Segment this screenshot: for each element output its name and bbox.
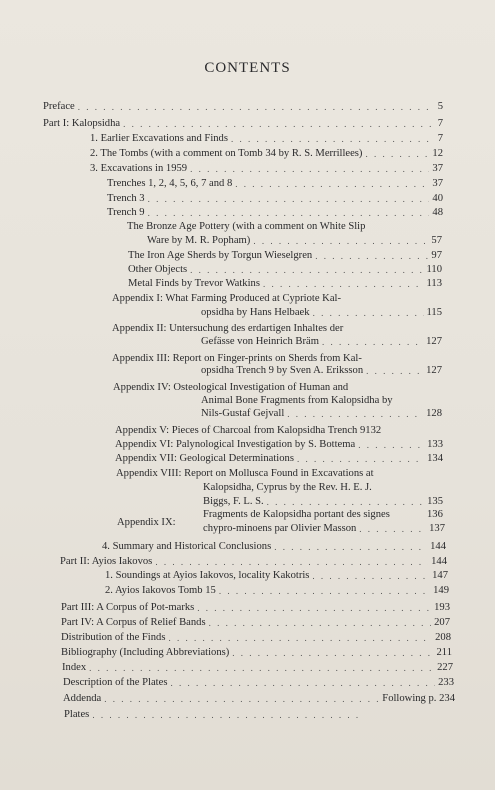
toc-entry (128, 263, 442, 276)
entry-label: Nils-Gustaf Gejvall (201, 408, 285, 419)
dot-leader (235, 178, 429, 190)
entry-page: 147 (432, 570, 448, 581)
entry-label: opsidha Trench 9 by Sven A. Eriksson (201, 365, 364, 376)
entry-label: Part IV: A Corpus of Relief Bands (61, 617, 206, 628)
dot-leader (148, 193, 430, 205)
entry-label: Appendix II: Untersuchung des erdartigen Inhaltes der (112, 323, 344, 334)
entry-page: 57 (431, 235, 442, 246)
toc-entry (61, 631, 451, 644)
entry-page: 7 (437, 118, 443, 129)
entry-label: Plates (64, 709, 90, 720)
dot-leader (358, 439, 424, 451)
entry-page: 40 (432, 193, 443, 204)
entry-page: 144 (430, 541, 446, 552)
entry-page: 132 (365, 425, 382, 436)
toc-entry (201, 306, 442, 319)
toc-entry (90, 132, 443, 145)
entry-page: 12 (432, 148, 443, 159)
entry-label: Part I: Kalopsidha (43, 118, 121, 129)
entry-page: 115 (426, 307, 442, 318)
entry-text-line: Kalopsidha, Cyprus by the Rev. H. E. J. (203, 482, 372, 493)
entry-label: Trench 3 (107, 193, 145, 204)
entry-label: Bibliography (Including Abbreviations) (61, 647, 230, 658)
entry-text-line: Animal Bone Fragments from Kalopsidha by (201, 395, 393, 406)
dot-leader (297, 453, 424, 465)
entry-text-line: The Bronze Age Pottery (with a comment on White Slip (127, 221, 366, 232)
dot-leader (365, 148, 429, 160)
dot-leader (267, 496, 424, 508)
dot-leader (263, 278, 424, 290)
toc-entry (128, 277, 442, 290)
entry-label: Preface (43, 101, 75, 112)
entry-page: 134 (427, 453, 443, 464)
entry-label: Appendix V: Pieces of Charcoal from Kalopsidha Trench 9 (115, 425, 366, 436)
toc-entry (112, 322, 442, 335)
entry-page: 144 (431, 556, 447, 567)
entry-text-line: Appendix I: What Farming Produced at Cypriote Kal- (112, 293, 341, 304)
dot-leader (274, 541, 427, 553)
toc-entry (43, 100, 443, 113)
toc-entry (90, 147, 443, 160)
toc-entry (201, 364, 442, 377)
entry-label: Description of the Plates (63, 677, 168, 688)
entry-page: 7 (437, 133, 443, 144)
entry-text-line: Appendix III: Report on Finger-prints on Sherds from Kal- (112, 353, 362, 364)
dot-leader (359, 523, 426, 535)
toc-entry (62, 661, 453, 674)
toc-entry (61, 601, 450, 614)
dot-leader (78, 101, 435, 113)
toc-entry (115, 438, 443, 451)
entry-page: 113 (426, 278, 442, 289)
toc-entry (102, 540, 446, 553)
dot-leader (253, 235, 428, 247)
entry-page: 127 (426, 365, 442, 376)
entry-label: opsidha by Hans Helbaek (201, 307, 310, 318)
entry-page: 211 (436, 647, 452, 658)
dot-leader (231, 133, 435, 145)
entry-label: The Iron Age Sherds by Torgun Wieselgren (128, 250, 313, 261)
entry-label: 4. Summary and Historical Conclusions (102, 541, 272, 552)
dot-leader (155, 556, 428, 568)
toc-entry (203, 522, 445, 535)
dot-leader (313, 307, 424, 319)
dot-leader (190, 264, 423, 276)
entry-label: Part II: Ayios Iakovos (60, 556, 153, 567)
entry-label: Trench 9 (107, 207, 145, 218)
dot-leader (232, 647, 433, 659)
entry-page: 233 (438, 677, 454, 688)
dot-leader (89, 662, 434, 674)
toc-entry (203, 495, 443, 508)
dot-leader (92, 709, 361, 721)
entry-label: Addenda (63, 693, 102, 704)
dot-leader (209, 617, 432, 629)
entry-page: 137 (429, 523, 445, 534)
entry-text-line: Fragments de Kalopsidha portant des signes (203, 509, 390, 520)
entry-page: 48 (432, 207, 443, 218)
entry-text-line: Appendix IV: Osteological Investigation of Human and (113, 382, 349, 393)
dot-leader (322, 336, 423, 348)
dot-leader (190, 163, 429, 175)
toc-entry (61, 616, 450, 629)
entry-page: 37 (432, 163, 443, 174)
entry-text-line: Appendix VIII: Report on Mollusca Found in Excavations at (116, 468, 374, 479)
toc-entry (115, 424, 443, 437)
toc-entry (107, 206, 443, 219)
dot-leader (170, 677, 435, 689)
toc-entry (201, 407, 442, 420)
entry-page: Following p. 234 (382, 693, 455, 704)
entry-page: 37 (432, 178, 443, 189)
toc-entry (61, 646, 452, 659)
toc-entry (115, 452, 443, 465)
dot-leader (197, 602, 431, 614)
entry-page: 5 (437, 101, 443, 112)
entry-label: Biggs, F. L. S. (203, 496, 264, 507)
entry-page: 128 (426, 408, 442, 419)
dot-leader (123, 118, 435, 130)
entry-label: 2. The Tombs (with a comment on Tomb 34 by R. S. Merrillees) (90, 148, 363, 159)
toc-entry (201, 335, 442, 348)
toc-entry (105, 569, 448, 582)
entry-label: 2. Ayios Iakovos Tomb 15 (105, 585, 216, 596)
toc-entry (43, 117, 443, 130)
entry-label: Other Objects (128, 264, 188, 275)
entry-label: Metal Finds by Trevor Watkins (128, 278, 260, 289)
entry-page: 207 (434, 617, 450, 628)
entry-page: 149 (433, 585, 449, 596)
dot-leader (219, 585, 430, 597)
entry-text-line: Appendix IX: (117, 517, 176, 528)
entry-label: Distribution of the Finds (61, 632, 166, 643)
entry-label: Appendix VI: Palynological Investigation by S. Bottema (115, 439, 356, 450)
toc-entry (107, 192, 443, 205)
entry-label: Trenches 1, 2, 4, 5, 6, 7 and 8 (107, 178, 233, 189)
toc-entry (60, 555, 447, 568)
toc-entry (63, 676, 454, 689)
entry-page: 127 (426, 336, 442, 347)
page-title: CONTENTS (204, 60, 291, 76)
dot-leader (168, 632, 432, 644)
entry-label: Index (62, 662, 87, 673)
entry-page: 110 (426, 264, 442, 275)
entry-page: 193 (434, 602, 450, 613)
entry-label: Ware by M. R. Popham) (147, 235, 251, 246)
entry-page: 133 (427, 439, 443, 450)
toc-entry (90, 162, 443, 175)
dot-leader (287, 408, 423, 420)
dot-leader (148, 207, 430, 219)
dot-leader (312, 570, 429, 582)
entry-page: 227 (437, 662, 453, 673)
toc-entry (147, 234, 442, 247)
entry-label: 3. Excavations in 1959 (90, 163, 188, 174)
entry-label: Part III: A Corpus of Pot-marks (61, 602, 195, 613)
entry-label: 1. Earlier Excavations and Finds (90, 133, 228, 144)
entry-label: Appendix VII: Geological Determinations (115, 453, 294, 464)
dot-leader (104, 693, 379, 705)
entry-text-line: 136 (427, 509, 443, 520)
entry-page: 97 (431, 250, 442, 261)
toc-entry (128, 249, 442, 262)
dot-leader (366, 365, 423, 377)
entry-page: 135 (427, 496, 443, 507)
entry-label: 1. Soundings at Ayios Iakovos, locality Kakotris (105, 570, 310, 581)
toc-entry (63, 692, 455, 705)
toc-entry (64, 708, 364, 721)
toc-entry (107, 177, 443, 190)
toc-entry (105, 584, 449, 597)
entry-page: 208 (435, 632, 451, 643)
entry-label: Gefässe von Heinrich Bräm (201, 336, 319, 347)
entry-label: chypro-minoens par Olivier Masson (203, 523, 357, 534)
dot-leader (315, 250, 428, 262)
